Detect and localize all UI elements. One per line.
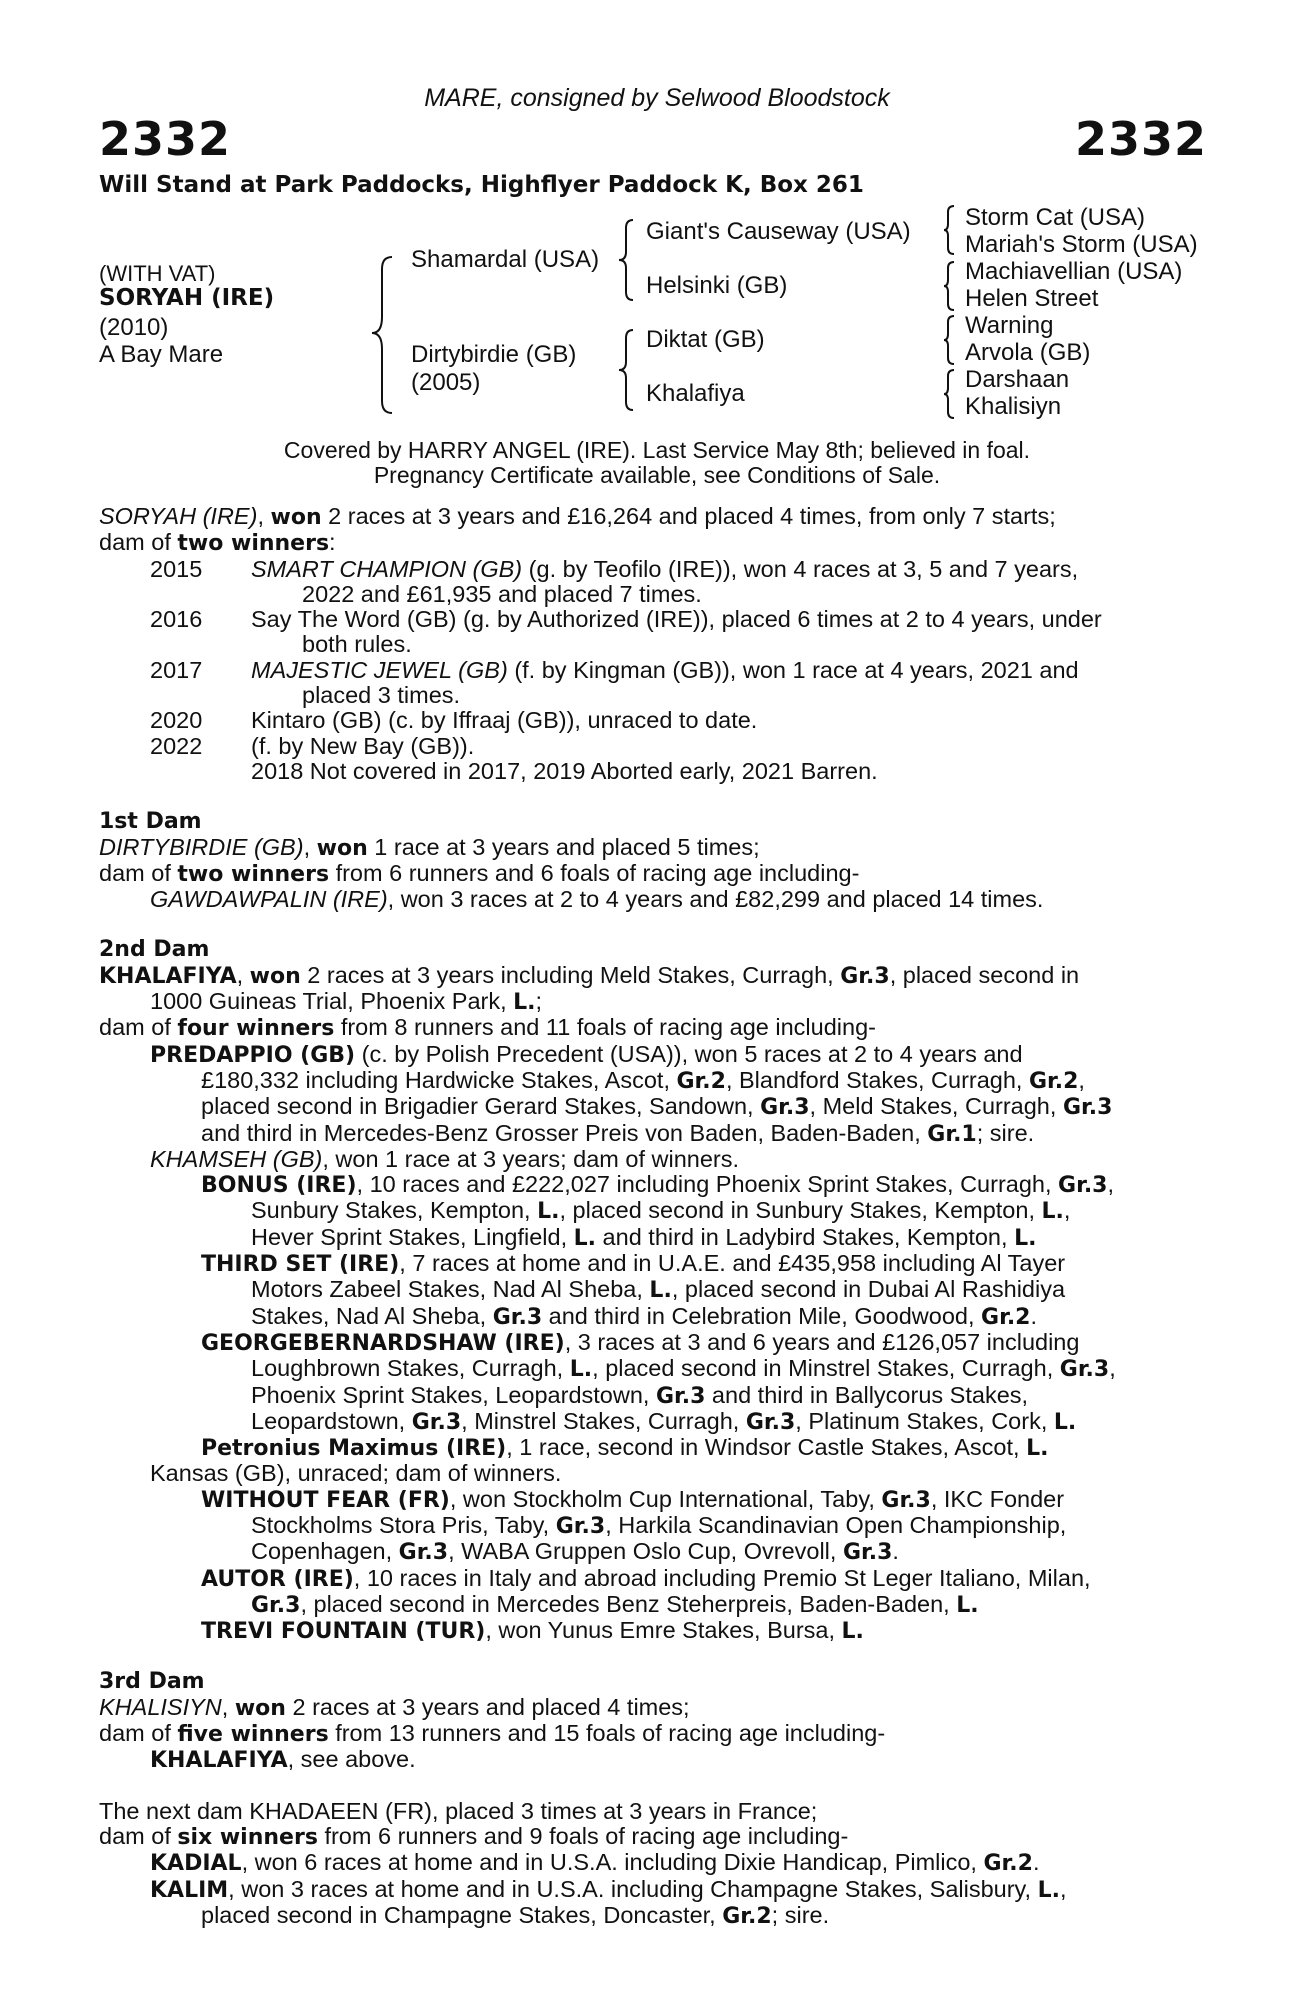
foal-record-cont: both rules.	[302, 631, 412, 658]
progeny-name: Kansas (GB), unraced; dam of winners.	[150, 1460, 562, 1487]
text: dam of	[99, 1822, 178, 1849]
text: ; sire.	[771, 1901, 830, 1928]
text: placed second in Champagne Stakes, Doncaster,	[201, 1901, 723, 1928]
grade: L.	[1041, 1199, 1064, 1225]
ancestor-5: Warning	[965, 312, 1054, 339]
mare-name: SORYAH (IRE)	[99, 503, 258, 529]
grade: Gr.3	[492, 1304, 543, 1330]
grade: Gr.2	[676, 1068, 726, 1094]
grade: L.	[569, 1357, 593, 1383]
text: .	[1030, 1302, 1038, 1329]
foal-record-cont: placed 3 times.	[302, 682, 461, 709]
grade: Gr.3	[251, 1592, 301, 1618]
text: , placed second in	[889, 961, 1080, 988]
text: ; sire.	[976, 1119, 1035, 1146]
lot-number-right: 2332	[1074, 112, 1207, 166]
sire: Shamardal (USA)	[411, 246, 600, 273]
pregnancy-line: Pregnancy Certificate available, see Conditions of Sale.	[373, 462, 941, 488]
text: ;	[535, 988, 543, 1015]
grade: L.	[1053, 1409, 1077, 1435]
text: and third in Mercedes-Benz Grosser Preis von Baden, Baden-Baden,	[201, 1119, 928, 1146]
text: Loughbrown Stakes, Curragh,	[251, 1355, 570, 1382]
text: Stockholms Stora Pris, Taby,	[251, 1511, 556, 1538]
grade: Gr.2	[981, 1304, 1031, 1330]
text: , 3 races at 3 and 6 years and £126,057 including	[564, 1328, 1080, 1355]
text: , placed second in Mercedes Benz Steherpreis, Baden-Baden,	[300, 1590, 957, 1617]
consignment-line: MARE, consigned by Selwood Bloodstock	[424, 84, 890, 112]
ancestor-7: Darshaan	[965, 366, 1070, 393]
ancestor-1: Storm Cat (USA)	[965, 204, 1146, 231]
horse-name: SORYAH (IRE)	[99, 285, 275, 311]
text: :	[329, 529, 336, 556]
grade: L.	[956, 1592, 979, 1618]
sire-sire: Giant's Causeway (USA)	[646, 218, 911, 245]
produce-section	[99, 504, 1199, 784]
dam-sire: Diktat (GB)	[646, 326, 765, 353]
text: , Blandford Stakes, Curragh,	[725, 1066, 1029, 1093]
text: Motors Zabeel Stakes, Nad Al Sheba,	[251, 1276, 650, 1303]
progeny-name: GEORGEBERNARDSHAW (IRE)	[201, 1330, 565, 1356]
progeny-name: KALIM	[150, 1877, 229, 1903]
grade: L.	[1014, 1225, 1037, 1251]
grade: L.	[513, 990, 536, 1016]
text: from 8 runners and 11 foals of racing age including-	[334, 1014, 876, 1041]
text: dam of	[99, 1720, 178, 1747]
foal-year: 2022	[150, 732, 203, 759]
text: , won 3 races at 2 to 4 years and £82,299 and placed 14 times.	[387, 886, 1044, 913]
progeny-name: WITHOUT FEAR (FR)	[201, 1487, 450, 1513]
grade: Gr.3	[1062, 1095, 1113, 1121]
first-dam-section: 1st Dam DIRTYBIRDIE (GB), won 1 race at 3 years and placed 5 times; dam of two winners from 6 runners and 6 foals of racing age including- GAWDAWPALIN (IRE), won 3 races at 2 to 4 years and £82,299 and placed 14 times.	[99, 809, 1199, 912]
produce-note: 2018 Not covered in 2017, 2019 Aborted early, 2021 Barren.	[251, 757, 878, 784]
text: , won 1 race at 3 years; dam of winners.	[322, 1145, 740, 1172]
sire-dam: Helsinki (GB)	[646, 272, 788, 299]
foal-record: (f. by Kingman (GB)), won 1 race at 4 years, 2021 and	[507, 656, 1079, 683]
foal-year: 2020	[150, 707, 203, 734]
progeny-name: Petronius Maximus (IRE)	[201, 1436, 507, 1462]
grade: Gr.2	[722, 1903, 772, 1929]
won-label: won	[234, 1695, 286, 1721]
section-heading: 2nd Dam	[99, 937, 210, 963]
text: 1 race at 3 years and placed 5 times;	[367, 833, 760, 860]
foal-record-cont: 2022 and £61,935 and placed 7 times.	[302, 580, 702, 607]
text: , won Yunus Emre Stakes, Bursa,	[485, 1617, 842, 1644]
winners-count: two winners	[177, 861, 330, 887]
lot-number-left: 2332	[99, 112, 232, 166]
text: dam of	[99, 529, 178, 556]
text: , won 6 races at home and in U.S.A. including Dixie Handicap, Pimlico,	[241, 1849, 984, 1876]
foal-record: Say The Word (GB) (g. by Authorized (IRE)), placed 6 times at 2 to 4 years, under	[251, 606, 1102, 633]
grade: Gr.2	[983, 1851, 1033, 1877]
dam-line-brace	[617, 328, 639, 412]
text: , WABA Gruppen Oslo Cup, Ovrevoll,	[448, 1538, 843, 1565]
text: .	[1032, 1849, 1040, 1876]
dam-name: DIRTYBIRDIE (GB)	[99, 833, 304, 860]
text: Stakes, Nad Al Sheba,	[251, 1302, 493, 1329]
foal-record: Kintaro (GB) (c. by Iffraaj (GB)), unraced to date.	[251, 707, 758, 734]
text: Sunbury Stakes, Kempton,	[251, 1197, 538, 1224]
text: ,	[257, 503, 271, 529]
ancestor-3: Machiavellian (USA)	[965, 258, 1183, 285]
grade: L.	[649, 1278, 672, 1304]
text: placed second in Brigadier Gerard Stakes, Sandown,	[201, 1093, 761, 1120]
text: , Platinum Stakes, Cork,	[795, 1407, 1054, 1434]
winners-count: two winners	[177, 531, 330, 557]
sire-dam-brace	[370, 255, 400, 415]
horse-description: A Bay Mare	[99, 341, 224, 368]
grade: Gr.1	[927, 1121, 977, 1147]
section-heading: 3rd Dam	[99, 1669, 205, 1695]
vat-label: (WITH VAT)	[99, 261, 216, 286]
text: and third in Ladybird Stakes, Kempton,	[596, 1223, 1015, 1250]
third-dam-section: 3rd Dam KHALISIYN, won 2 races at 3 years and placed 4 times; dam of five winners from 13 runners and 15 foals of racing age including- KHALAFIYA, see above.	[99, 1669, 1199, 1773]
grade: L.	[841, 1619, 864, 1645]
grade: Gr.3	[840, 963, 890, 989]
horse-year: (2010)	[99, 314, 169, 341]
text: Leopardstown,	[251, 1407, 412, 1434]
won-label: won	[270, 505, 322, 530]
second-dam-section: 2nd Dam KHALAFIYA, won 2 races at 3 years including Meld Stakes, Curragh, Gr.3, placed second in 1000 Guineas Trial, Phoenix Park, L.; dam of four winners from 8 runners and 11 foals of racing age including- PREDAPPIO (GB) (c. by Polish Precedent (USA)), won 5 races at 2 to 4 years and £180,332 including Hardwicke Stakes, Ascot, Gr.2, Blandford Stakes, Curragh, Gr.2, placed second in Brigadier Gerard Stakes, Sandown, Gr.3, Meld Stakes, Curragh, Gr.3 and third in Mercedes-Benz Grosser Preis von Baden, Baden-Baden, Gr.1; sire. KHAMSEH (GB), won 1 race at 3 years; dam of winners. BONUS (IRE), 10 races and £222,027 including Phoenix Sprint Stakes, Curragh, Gr.3, Sunbury Stakes, Kempton, L., placed second in Sunbury Stakes, Kempton, L., Hever Sprint Stakes, Lingfield, L. and third in Ladybird Stakes, Kempton, L. THIRD SET (IRE), 7 races at home and in U.A.E. and £435,958 including Al Tayer Motors Zabeel Stakes, Nad Al Sheba, L., placed second in Dubai Al Rashidiya Stakes, Nad Al Sheba, Gr.3 and third in Celebration Mile, Goodwood, Gr.2. GEORGEBERNARDSHAW (IRE), 3 races at 3 and 6 years and £126,057 including Loughbrown Stakes, Curragh, L., placed second in Minstrel Stakes, Curragh, Gr.3, Phoenix Sprint Stakes, Leopardstown, Gr.3 and third in Ballycorus Stakes, Leopardstown, Gr.3, Minstrel Stakes, Curragh, Gr.3, Platinum Stakes, Cork, L. Petronius Maximus (IRE), 1 race, second in Windsor Castle Stakes, Ascot, L. Kansas (GB), unraced; dam of winners. WITHOUT FEAR (FR), won Stockholm Cup International, Taby, Gr.3, IKC Fonder Stockholms Stora Pris, Taby, Gr.3, Harkila Scandinavian Open Championship, Copenhagen, Gr.3, WABA Gruppen Oslo Cup, Ovrevoll, Gr.3. AUTOR (IRE), 10 races in Italy and abroad including Premio St Leger Italiano, Milan, Gr.3, placed second in Mercedes Benz Steherpreis, Baden-Baden, L. TREVI FOUNTAIN (TUR), won Yunus Emre Stakes, Bursa, L.	[99, 937, 1199, 1644]
text: ,	[1107, 1171, 1115, 1198]
text: , 7 races at home and in U.A.E. and £435,958 including Al Tayer	[399, 1250, 1066, 1277]
text: dam of	[99, 859, 178, 886]
grade: L.	[1037, 1877, 1061, 1903]
text: Phoenix Sprint Stakes, Leopardstown,	[251, 1381, 656, 1408]
list-item	[99, 557, 1199, 582]
grade: L.	[1026, 1436, 1049, 1462]
ancestor-8: Khalisiyn	[965, 393, 1062, 420]
list-item	[99, 607, 1199, 632]
text: (c. by Polish Precedent (USA)), won 5 races at 2 to 4 years and	[355, 1040, 1023, 1067]
grade: L.	[537, 1199, 560, 1225]
dam-year: (2005)	[411, 369, 481, 396]
text: 2 races at 3 years including Meld Stakes, Curragh,	[300, 961, 841, 988]
text: , see above.	[287, 1746, 416, 1773]
section-heading: 1st Dam	[99, 809, 202, 835]
foal-record: (f. by New Bay (GB)).	[251, 732, 475, 759]
text: , Harkila Scandinavian Open Championship,	[605, 1511, 1067, 1538]
grade: Gr.3	[398, 1540, 449, 1566]
ancestor-4: Helen Street	[965, 285, 1099, 312]
grade: Gr.3	[411, 1409, 462, 1435]
text: , placed second in Sunbury Stakes, Kempton,	[559, 1197, 1042, 1224]
grade: Gr.2	[1028, 1068, 1079, 1094]
text: £180,332 including Hardwicke Stakes, Ascot,	[201, 1066, 677, 1093]
progeny-name: GAWDAWPALIN (IRE)	[150, 886, 388, 913]
text: Hever Sprint Stakes, Lingfield,	[251, 1223, 574, 1250]
grade: Gr.3	[881, 1487, 931, 1513]
dam: Dirtybirdie (GB)	[411, 341, 577, 368]
progeny-name: THIRD SET (IRE)	[201, 1252, 400, 1278]
text: , 1 race, second in Windsor Castle Stakes, Ascot,	[506, 1434, 1027, 1461]
text: , placed second in Dubai Al Rashidiya	[671, 1276, 1066, 1303]
text: , IKC Fonder	[930, 1485, 1065, 1512]
next-dam-line: The next dam KHADAEEN (FR), placed 3 times at 3 years in France;	[99, 1797, 818, 1824]
progeny-name: BONUS (IRE)	[201, 1173, 357, 1199]
grade: Gr.3	[655, 1383, 706, 1409]
text: from 6 runners and 6 foals of racing age including-	[329, 859, 860, 886]
won-label: won	[316, 835, 368, 861]
text: Copenhagen,	[251, 1538, 399, 1565]
text: and third in Ballycorus Stakes,	[705, 1381, 1029, 1408]
grade: Gr.3	[760, 1095, 810, 1121]
sire-line-brace	[617, 218, 639, 302]
dam-dam: Khalafiya	[646, 380, 745, 407]
text: from 13 runners and 15 foals of racing age including-	[328, 1720, 886, 1747]
text: ,	[1063, 1197, 1071, 1224]
ancestor-6: Arvola (GB)	[965, 339, 1091, 366]
winners-count: four winners	[177, 1016, 335, 1042]
dam-name: KHALAFIYA	[99, 963, 237, 989]
winners-count: six winners	[177, 1824, 318, 1850]
next-dam-section	[99, 1799, 1199, 1929]
progeny-name: TREVI FOUNTAIN (TUR)	[201, 1619, 486, 1645]
text: , won 3 races at home and in U.S.A. including Champagne Stakes, Salisbury,	[228, 1875, 1038, 1902]
catalogue-body	[99, 504, 1199, 1929]
text: ,	[1060, 1875, 1067, 1902]
progeny-name: KADIAL	[150, 1851, 242, 1877]
foal-record: (g. by Teofilo (IRE)), won 4 races at 3, 5 and 7 years,	[522, 555, 1079, 582]
text: 2 races at 3 years and £16,264 and placed 4 times, from only 7 starts;	[321, 503, 1056, 529]
foal-name: MAJESTIC JEWEL (GB)	[251, 656, 508, 683]
dam-name: KHALISIYN	[99, 1693, 222, 1720]
foal-name: SMART CHAMPION (GB)	[251, 555, 523, 582]
text: 1000 Guineas Trial, Phoenix Park,	[150, 988, 514, 1015]
winners-count: five winners	[177, 1722, 329, 1748]
text: , placed second in Minstrel Stakes, Curragh,	[592, 1355, 1060, 1382]
list-item	[99, 734, 1199, 759]
foal-year: 2015	[150, 555, 203, 582]
grade: Gr.3	[1058, 1173, 1108, 1199]
progeny-name: KHAMSEH (GB)	[150, 1145, 323, 1172]
grade: L.	[573, 1225, 597, 1251]
foal-year: 2017	[150, 656, 203, 683]
text: and third in Celebration Mile, Goodwood,	[542, 1302, 982, 1329]
text: dam of	[99, 1014, 178, 1041]
grade: Gr.3	[842, 1540, 893, 1566]
text: from 6 runners and 9 foals of racing age including-	[317, 1822, 849, 1849]
list-item	[99, 658, 1199, 683]
progeny-name: AUTOR (IRE)	[201, 1566, 354, 1592]
text: , 10 races and £222,027 including Phoenix Sprint Stakes, Curragh,	[356, 1171, 1059, 1198]
stand-location: Will Stand at Park Paddocks, Highflyer Paddock K, Box 261	[99, 172, 864, 198]
text: , 10 races in Italy and abroad including Premio St Leger Italiano, Milan,	[353, 1564, 1091, 1591]
ancestor-2: Mariah's Storm (USA)	[965, 231, 1198, 258]
text: 2 races at 3 years and placed 4 times;	[285, 1693, 690, 1720]
list-item	[99, 708, 1199, 733]
won-label: won	[249, 963, 301, 989]
progeny-name: PREDAPPIO (GB)	[150, 1042, 356, 1068]
progeny-name: KHALAFIYA	[150, 1748, 288, 1774]
text: ,	[1109, 1355, 1116, 1382]
foal-year: 2016	[150, 606, 203, 633]
text: , Meld Stakes, Curragh,	[809, 1093, 1063, 1120]
grade: Gr.3	[745, 1409, 796, 1435]
covered-line: Covered by HARRY ANGEL (IRE). Last Service May 8th; believed in foal.	[283, 437, 1031, 463]
ancestor-braces	[942, 204, 958, 426]
grade: Gr.3	[1059, 1357, 1110, 1383]
text: , Minstrel Stakes, Curragh,	[461, 1407, 746, 1434]
text: , won Stockholm Cup International, Taby,	[449, 1485, 882, 1512]
grade: Gr.3	[555, 1513, 606, 1539]
text: .	[892, 1538, 899, 1565]
